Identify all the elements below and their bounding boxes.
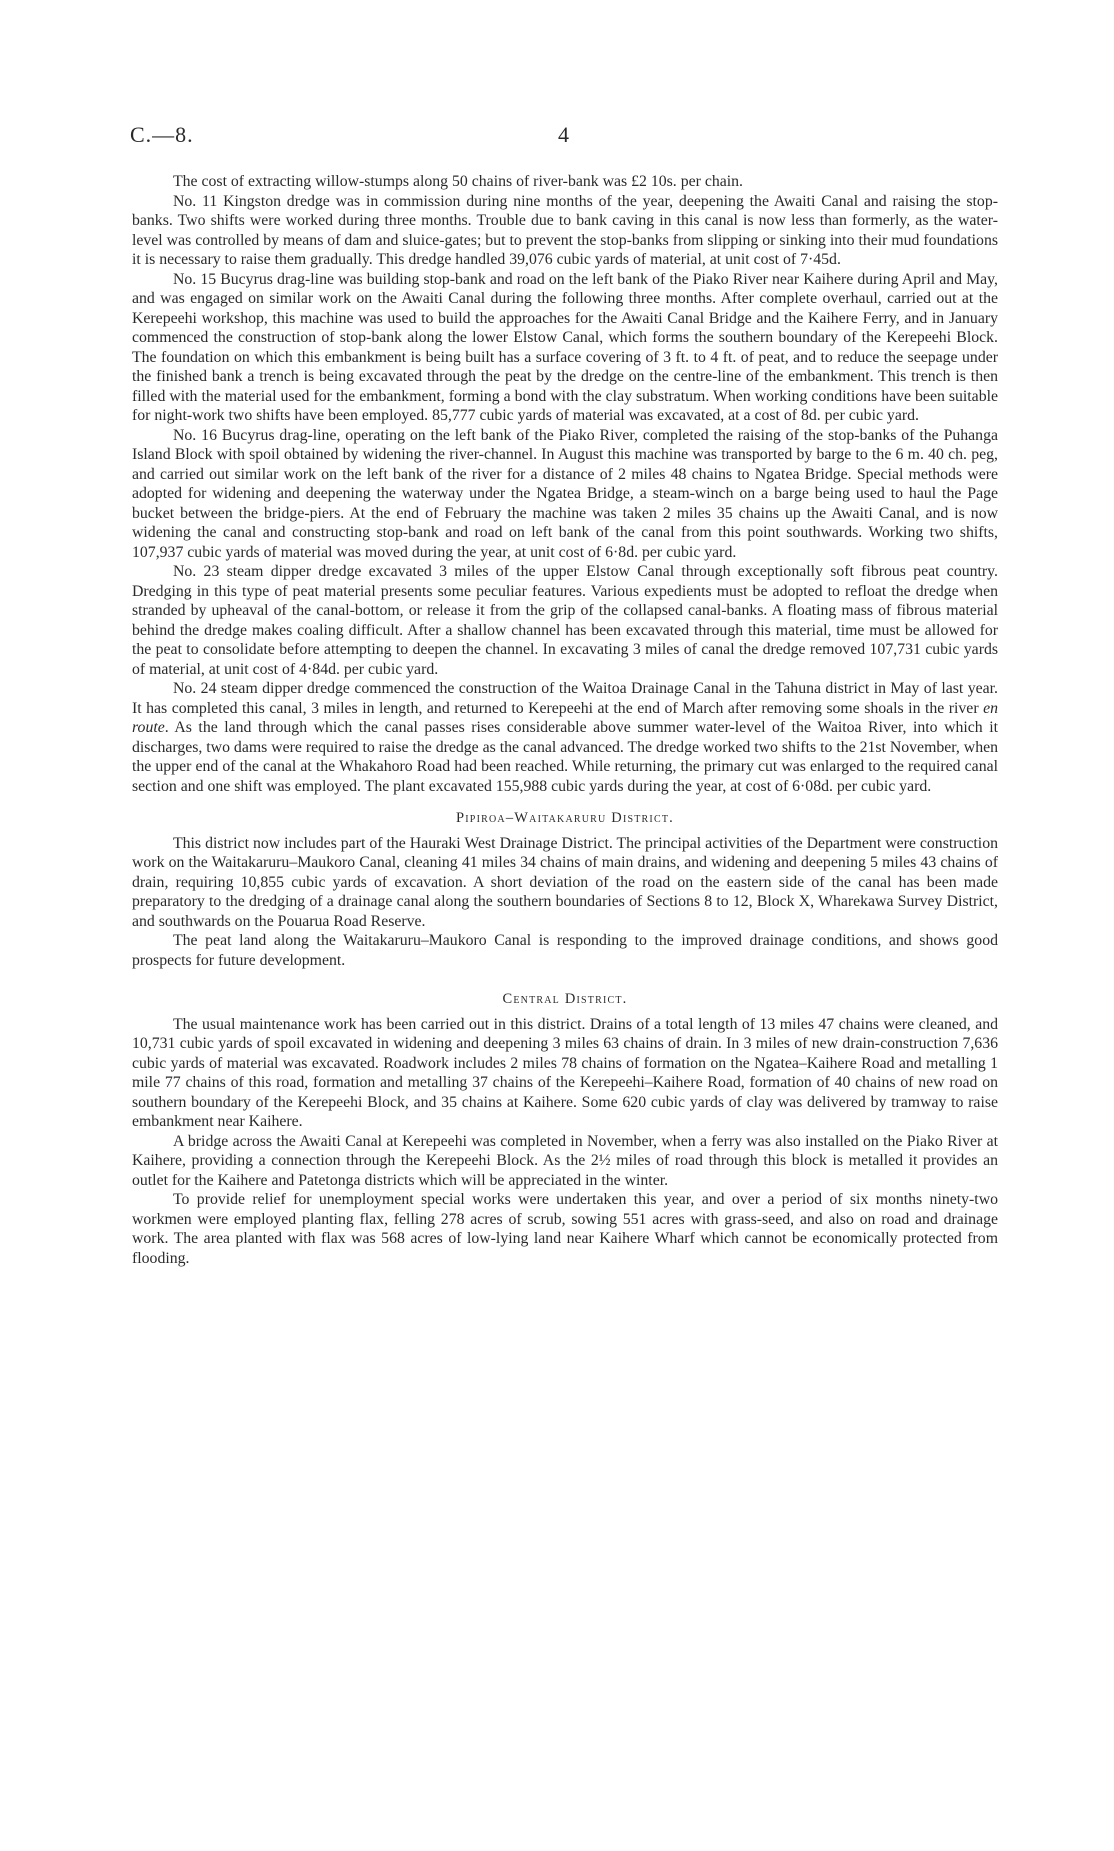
paragraph-no15-dragline: No. 15 Bucyrus drag-line was building stop-bank and road on the left bank of the Piako River near Kaihere during April and May, and was engaged on similar work on the Awaiti Canal during the following three months. After complete overhaul, carried out at the Kerepeehi workshop, this machine was used to build the approaches for the Awaiti Canal Bridge and the Kaihere Ferry, and in January commenced the construction of stop-bank along the lower Elstow Canal, which forms the southern boundary of the Kerepeehi Block. The foundation on which this embankment is being built has a surface covering of 3 ft. to 4 ft. of peat, and to reduce the seepage under the finished bank a trench is being excavated through the peat by the dredge on the centre-line of the embankment. This trench is then filled with the material used for the embankment, forming a bond with the clay substratum. When working conditions have been suitable for night-work two shifts have been employed. 85,777 cubic yards of material was excavated, at a cost of 8d. per cubic yard.	[132, 270, 998, 424]
paragraph-kingston-dredge: No. 11 Kingston dredge was in commission during nine months of the year, deepening the Awaiti Canal and raising the stop-banks. Two shifts were worked during three months. Trouble due to bank caving in this canal is now less than formerly, as the water-level was controlled by means of dam and sluice-gates; but to prevent the stop-banks from slipping or sinking into their mud foundations it is necessary to raise them gradually. This dredge handled 39,076 cubic yards of material, at unit cost of 7·45d.	[132, 192, 998, 268]
paragraph-pipiroa-activities: This district now includes part of the Hauraki West Drainage District. The principal activities of the Department were construction work on the Waitakaruru–Maukoro Canal, cleaning 41 miles 34 chains of main drains, and widening and deepening 5 miles 43 chains of drain, requiring 10,855 cubic yards of excavation. A short deviation of the road on the eastern side of the canal has been made preparatory to the dredging of a drainage canal along the southern boundaries of Sections 8 to 12, Block X, Wharekawa Survey District, and southwards on the Pouarua Road Reserve.	[132, 834, 998, 930]
section-heading-central: Central District.	[502, 991, 628, 1007]
paragraph-central-relief: To provide relief for unemployment special works were undertaken this year, and over a period of six months ninety-two workmen were employed planting flax, felling 278 acres of scrub, sowing 551 acres with grass-seed, and also on road and drainage work. The area planted with flax was 568 acres of low-lying land near Kaihere Wharf which cannot be economically protected from flooding.	[132, 1191, 998, 1267]
en-route-italic: en route	[132, 699, 998, 736]
paragraph-no24-text-after: . As the land through which the canal passes rises considerable above summer water-level of the Waitoa River, into which it discharges, two dams were required to raise the dredge as the canal advanced. The dredge worked two shifts to the 21st November, when the upper end of the canal at the Whakahoro Road had been reached. While returning, the primary cut was enlarged to the required canal section and one shift was employed. The plant excavated 155,988 cubic yards during the year, at cost of 6·08d. per cubic yard.	[132, 719, 999, 795]
paragraph-no23-dredge: No. 23 steam dipper dredge excavated 3 miles of the upper Elstow Canal through exceptionally soft fibrous peat country. Dredging in this type of peat material presents some peculiar features. Various expedients must be adopted to refloat the dredge when stranded by upheaval of the canal-bottom, or release it from the grip of the collapsed canal-banks. A floating mass of fibrous material behind the dredge makes coaling difficult. After a shallow channel has been excavated through this material, time must be allowed for the peat to consolidate before attempting to deepen the channel. In excavating 3 miles of canal the dredge removed 107,731 cubic yards of material, at unit cost of 4·84d. per cubic yard.	[132, 563, 998, 678]
section-heading-pipiroa: Pipiroa–Waitakaruru District.	[456, 810, 674, 826]
document-reference: C.—8.	[130, 122, 194, 147]
paragraph-willow-stumps: The cost of extracting willow-stumps along 50 chains of river-bank was £2 10s. per chain.	[173, 173, 743, 190]
paragraph-no16-dragline: No. 16 Bucyrus drag-line, operating on the left bank of the Piako River, completed the raising of the stop-banks of the Puhanga Island Block with spoil obtained by widening the river-channel. In August this machine was transported by barge to the 6 m. 40 ch. peg, and carried out similar work on the left bank of the river for a distance of 2 miles 48 chains to Ngatea Bridge. Special methods were adopted for widening and deepening the waterway under the Ngatea Bridge, a steam-winch on a barge being used to haul the Page bucket between the bridge-piers. At the end of February the machine was taken 2 miles 35 chains up the Awaiti Canal, and is now widening the canal and constructing stop-bank and road on left bank of the canal from this point southwards. Working two shifts, 107,937 cubic yards of material was moved during the year, at unit cost of 6·8d. per cubic yard.	[132, 426, 998, 561]
paragraph-no24-dredge	[132, 679, 998, 796]
paragraph-no24-text-before: No. 24 steam dipper dredge commenced the construction of the Waitoa Drainage Canal in the Tahuna district in May of last year. It has completed this canal, 3 miles in length, and returned to Kerepeehi at the end of March after removing some shoals in the river	[132, 680, 998, 717]
page-number: 4	[558, 122, 569, 147]
paragraph-central-bridge: A bridge across the Awaiti Canal at Kerepeehi was completed in November, when a ferry was also installed on the Piako River at Kaihere, providing a connection through the Kerepeehi Block. As the 2½ miles of road through this block is metalled it provides an outlet for the Kaihere and Patetonga districts which will be appreciated in the winter.	[132, 1132, 998, 1189]
body-text	[132, 172, 998, 1268]
paragraph-pipiroa-peat: The peat land along the Waitakaruru–Maukoro Canal is responding to the improved drainage conditions, and shows good prospects for future development.	[132, 932, 998, 969]
page-header	[130, 122, 1000, 152]
paragraph-central-maintenance: The usual maintenance work has been carried out in this district. Drains of a total length of 13 miles 47 chains were cleaned, and 10,731 cubic yards of spoil excavated in widening and deepening 3 miles 63 chains of drain. In 3 miles of new drain-construction 7,636 cubic yards of material was excavated. Roadwork includes 2 miles 78 chains of formation on the Ngatea–Kaihere Road and metalling 1 mile 77 chains of this road, formation and metalling 37 chains of the Kerepeehi–Kaihere Road, formation of 40 chains of new road on southern boundary of the Kerepeehi Block, and 35 chains at Kaihere. Some 620 cubic yards of clay was delivered by tramway to raise embankment near Kaihere.	[132, 1015, 998, 1130]
